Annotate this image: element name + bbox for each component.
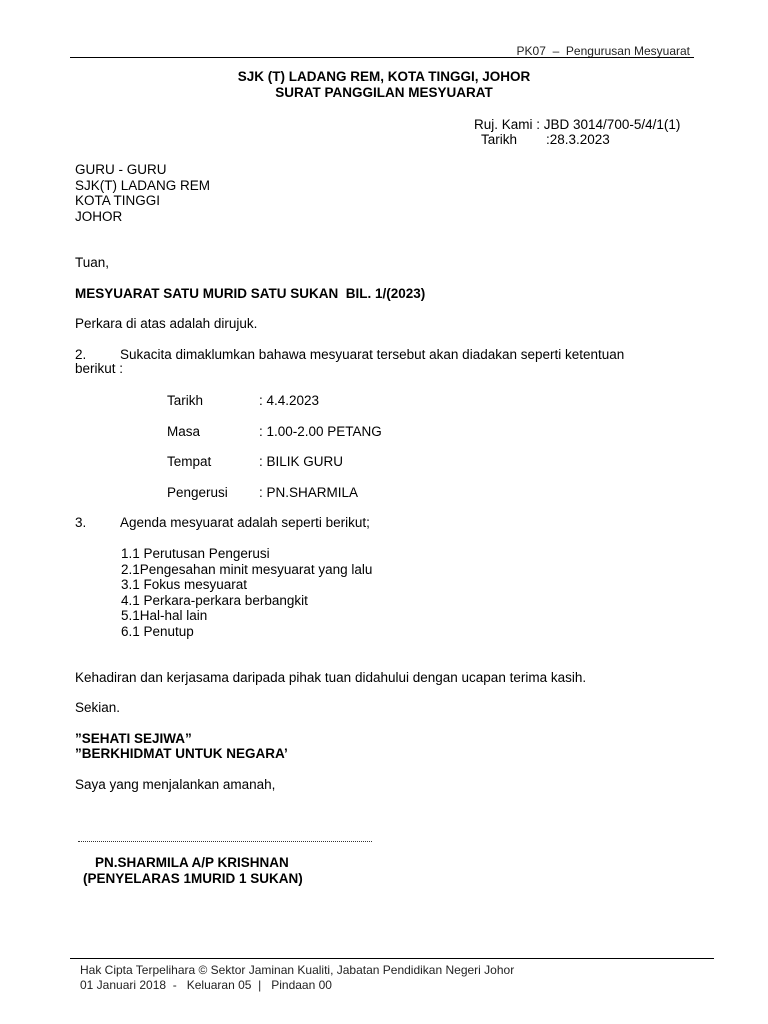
paragraph-3-text: Agenda mesyuarat adalah seperti berikut; — [120, 515, 370, 530]
form-section: Pengurusan Mesyuarat — [565, 44, 690, 58]
paragraph-2-text-cont: berikut : — [75, 361, 124, 376]
paragraph-1: Perkara di atas adalah dirujuk. — [75, 316, 258, 331]
agenda-item: 5.1Hal-hal lain — [121, 608, 208, 623]
document-header — [517, 44, 690, 58]
address-line: GURU - GURU — [75, 162, 167, 177]
date-value: :28.3.2023 — [546, 132, 610, 147]
signature-line — [78, 841, 372, 842]
signatory-name: PN.SHARMILA A/P KRISHNAN — [95, 855, 289, 870]
copyright-notice: Hak Cipta Terpelihara © Sektor Jaminan Kualiti, Jabatan Pendidikan Negeri Johor — [80, 963, 515, 977]
detail-value: : 4.4.2023 — [259, 393, 320, 408]
closing-remark: Kehadiran dan kerjasama daripada pihak tuan didahului dengan ucapan terima kasih. — [75, 670, 587, 685]
reference-number: Ruj. Kami : JBD 3014/700-5/4/1(1) — [474, 117, 681, 132]
agenda-item: 6.1 Penutup — [121, 624, 194, 639]
sekian: Sekian. — [75, 700, 121, 715]
address-line: JOHOR — [75, 209, 123, 224]
detail-value: : BILIK GURU — [259, 454, 344, 469]
detail-value: : 1.00-2.00 PETANG — [259, 424, 382, 439]
paragraph-3-number: 3. — [75, 515, 87, 530]
header-dash: – — [552, 44, 560, 58]
detail-value: : PN.SHARMILA — [259, 485, 359, 500]
subject: MESYUARAT SATU MURID SATU SUKAN BIL. 1/(2023) — [75, 286, 426, 301]
signatory-role: (PENYELARAS 1MURID 1 SUKAN) — [83, 871, 303, 886]
paragraph-2-number: 2. — [75, 347, 87, 362]
address-line: SJK(T) LADANG REM — [75, 178, 211, 193]
address-line: KOTA TINGGI — [75, 193, 161, 208]
footer-rule — [70, 958, 714, 959]
form-code: PK07 — [516, 44, 546, 58]
detail-label: Pengerusi — [167, 485, 228, 500]
detail-label: Tarikh — [167, 393, 204, 408]
agenda-item: 1.1 Perutusan Pengerusi — [121, 546, 270, 561]
agenda-item: 3.1 Fokus mesyuarat — [121, 577, 248, 592]
detail-label: Tempat — [167, 454, 212, 469]
agenda-item: 2.1Pengesahan minit mesyuarat yang lalu — [121, 562, 373, 577]
date-label: Tarikh — [481, 132, 518, 147]
detail-label: Masa — [167, 424, 201, 439]
paragraph-2-text: Sukacita dimaklumkan bahawa mesyuarat tersebut akan diadakan seperti ketentuan — [120, 347, 625, 362]
release-info: 01 Januari 2018 - Keluaran 05 | Pindaan 00 — [80, 978, 332, 992]
motto-line-1: ”SEHATI SEJIWA” — [75, 731, 192, 746]
header-rule — [70, 57, 694, 58]
agenda-item: 4.1 Perkara-perkara berbangkit — [121, 593, 308, 608]
motto-line-2: ”BERKHIDMAT UNTUK NEGARA’ — [75, 746, 288, 761]
letter-title: SURAT PANGGILAN MESYUARAT — [275, 85, 493, 100]
salutation: Tuan, — [75, 255, 110, 270]
school-title: SJK (T) LADANG REM, KOTA TINGGI, JOHOR — [237, 69, 531, 84]
trust-statement: Saya yang menjalankan amanah, — [75, 777, 276, 792]
